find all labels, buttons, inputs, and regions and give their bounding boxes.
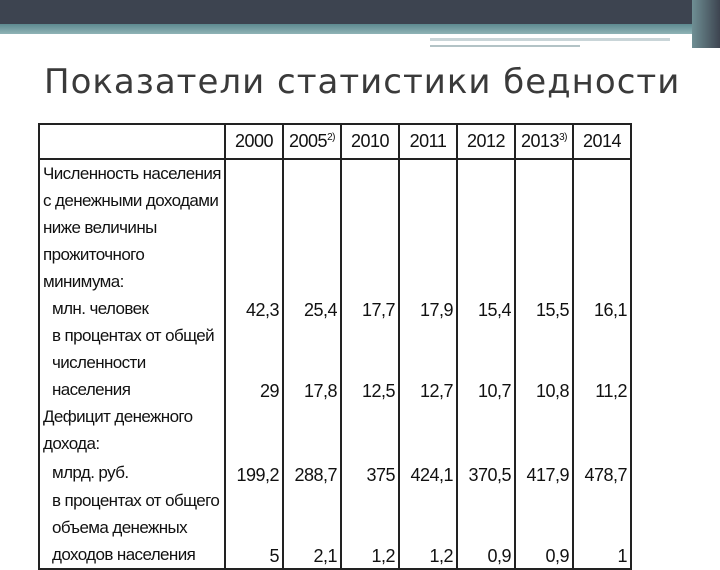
table-cell: 2,1: [283, 487, 341, 569]
table-cell: 11,2: [573, 322, 631, 403]
top-band-corner: [692, 0, 720, 48]
row-label: Дефицит денежного дохода:: [39, 403, 225, 459]
table-cell: 25,4: [283, 295, 341, 322]
table-cell: 12,5: [341, 322, 399, 403]
table-cell: 16,1: [573, 295, 631, 322]
table-cell: [341, 159, 399, 295]
table-cell: 5: [225, 487, 283, 569]
row-label: в процентах от общего объема денежных доходов населения: [39, 487, 225, 569]
table-cell: 370,5: [457, 459, 515, 487]
table-row: [39, 459, 631, 487]
column-header: 2012: [457, 124, 515, 159]
table-cell: [283, 159, 341, 295]
row-label: млн. человек: [39, 295, 225, 322]
table-cell: 15,5: [515, 295, 573, 322]
row-label: в процентах от общей численности населения: [39, 322, 225, 403]
table-cell: 17,8: [283, 322, 341, 403]
table-cell: 29: [225, 322, 283, 403]
table-cell: 1: [573, 487, 631, 569]
table-corner-cell: [39, 124, 225, 159]
table-cell: 10,8: [515, 322, 573, 403]
table-cell: 199,2: [225, 459, 283, 487]
table-cell: [341, 403, 399, 459]
row-label: млрд. руб.: [39, 459, 225, 487]
decorative-line: [430, 38, 670, 41]
table-header-row: [39, 124, 631, 159]
table-cell: [399, 159, 457, 295]
table-cell: 375: [341, 459, 399, 487]
table-cell: 424,1: [399, 459, 457, 487]
top-band-accent: [0, 24, 720, 34]
table-cell: [457, 159, 515, 295]
column-header: 2010: [341, 124, 399, 159]
table-cell: [399, 403, 457, 459]
table-row: [39, 403, 631, 459]
column-header: 2000: [225, 124, 283, 159]
table-cell: [573, 159, 631, 295]
table-cell: 10,7: [457, 322, 515, 403]
table-cell: 17,9: [399, 295, 457, 322]
table-row: [39, 295, 631, 322]
table-cell: [515, 159, 573, 295]
table-cell: 42,3: [225, 295, 283, 322]
table-cell: [225, 403, 283, 459]
table-cell: [457, 403, 515, 459]
decorative-line: [430, 45, 580, 47]
table-cell: 478,7: [573, 459, 631, 487]
column-header: 2005$^{2)}$: [283, 124, 341, 159]
column-header: 2014: [573, 124, 631, 159]
table-cell: 17,7: [341, 295, 399, 322]
table-cell: [225, 159, 283, 295]
table-row: [39, 159, 631, 295]
poverty-statistics-table-wrapper: [38, 123, 632, 570]
table-cell: 417,9: [515, 459, 573, 487]
table-cell: [515, 403, 573, 459]
top-band: [0, 0, 720, 24]
table-cell: 288,7: [283, 459, 341, 487]
column-header: 2013$^{3)}$: [515, 124, 573, 159]
poverty-statistics-table: [38, 123, 632, 570]
slide-title: Показатели статистики бедности: [44, 62, 681, 102]
table-cell: [573, 403, 631, 459]
table-cell: [283, 403, 341, 459]
table-cell: 15,4: [457, 295, 515, 322]
table-cell: 1,2: [341, 487, 399, 569]
column-header: 2011: [399, 124, 457, 159]
table-cell: 0,9: [457, 487, 515, 569]
row-label: Численность населения с денежными доходами ниже величины прожиточного минимума:: [39, 159, 225, 295]
table-cell: 0,9: [515, 487, 573, 569]
table-cell: 12,7: [399, 322, 457, 403]
table-row: [39, 322, 631, 403]
table-cell: 1,2: [399, 487, 457, 569]
table-row: [39, 487, 631, 569]
